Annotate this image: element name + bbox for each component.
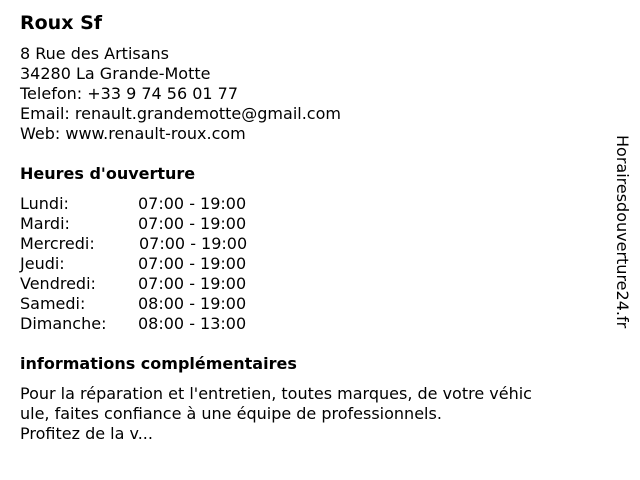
- day-label: Vendredi:: [20, 274, 96, 293]
- day-label: Mardi:: [20, 214, 70, 233]
- time-range: 08:00 - 13:00: [138, 314, 247, 333]
- web-line: Web: www.renault-roux.com: [20, 124, 246, 143]
- info-line: Pour la réparation et l'entretien, toutes marques, de votre véhic: [20, 384, 532, 403]
- day-label: Dimanche:: [20, 314, 107, 333]
- opening-hours-heading: Heures d'ouverture: [20, 164, 196, 183]
- email-line: Email: renault.grandemotte@gmail.com: [20, 104, 341, 123]
- time-range: 07:00 - 19:00: [138, 214, 247, 233]
- time-range: 07:00 - 19:00: [138, 274, 247, 293]
- site-watermark-text: Horairesdouverture24.fr: [613, 135, 632, 329]
- hours-row-wednesday: [20, 234, 280, 254]
- time-range: 07:00 - 19:00: [138, 194, 247, 213]
- time-range: 07:00 - 19:00: [138, 254, 247, 273]
- hours-row-monday: [20, 194, 280, 214]
- day-label: Samedi:: [20, 294, 86, 313]
- address-street: 8 Rue des Artisans: [20, 44, 170, 63]
- time-range: 07:00 - 19:00: [139, 234, 248, 253]
- business-name: Roux Sf: [20, 12, 103, 34]
- contact-block: [20, 44, 341, 144]
- site-watermark: [612, 135, 632, 371]
- hours-row-saturday: [20, 294, 280, 314]
- hours-row-tuesday: [20, 214, 280, 234]
- additional-info-heading: informations complémentaires: [20, 354, 297, 373]
- hours-row-friday: [20, 274, 280, 294]
- opening-hours-list: [20, 194, 280, 334]
- hours-row-thursday: [20, 254, 280, 274]
- phone-line: Telefon: +33 9 74 56 01 77: [20, 84, 239, 103]
- info-line: Profitez de la v...: [20, 424, 153, 443]
- additional-info-text: [20, 384, 590, 444]
- day-label: Lundi:: [20, 194, 69, 213]
- info-line: ule, faites confiance à une équipe de professionnels.: [20, 404, 442, 423]
- day-label: Mercredi:: [20, 234, 95, 253]
- hours-row-sunday: [20, 314, 280, 334]
- time-range: 08:00 - 19:00: [138, 294, 247, 313]
- address-city: 34280 La Grande-Motte: [20, 64, 211, 83]
- day-label: Jeudi:: [20, 254, 65, 273]
